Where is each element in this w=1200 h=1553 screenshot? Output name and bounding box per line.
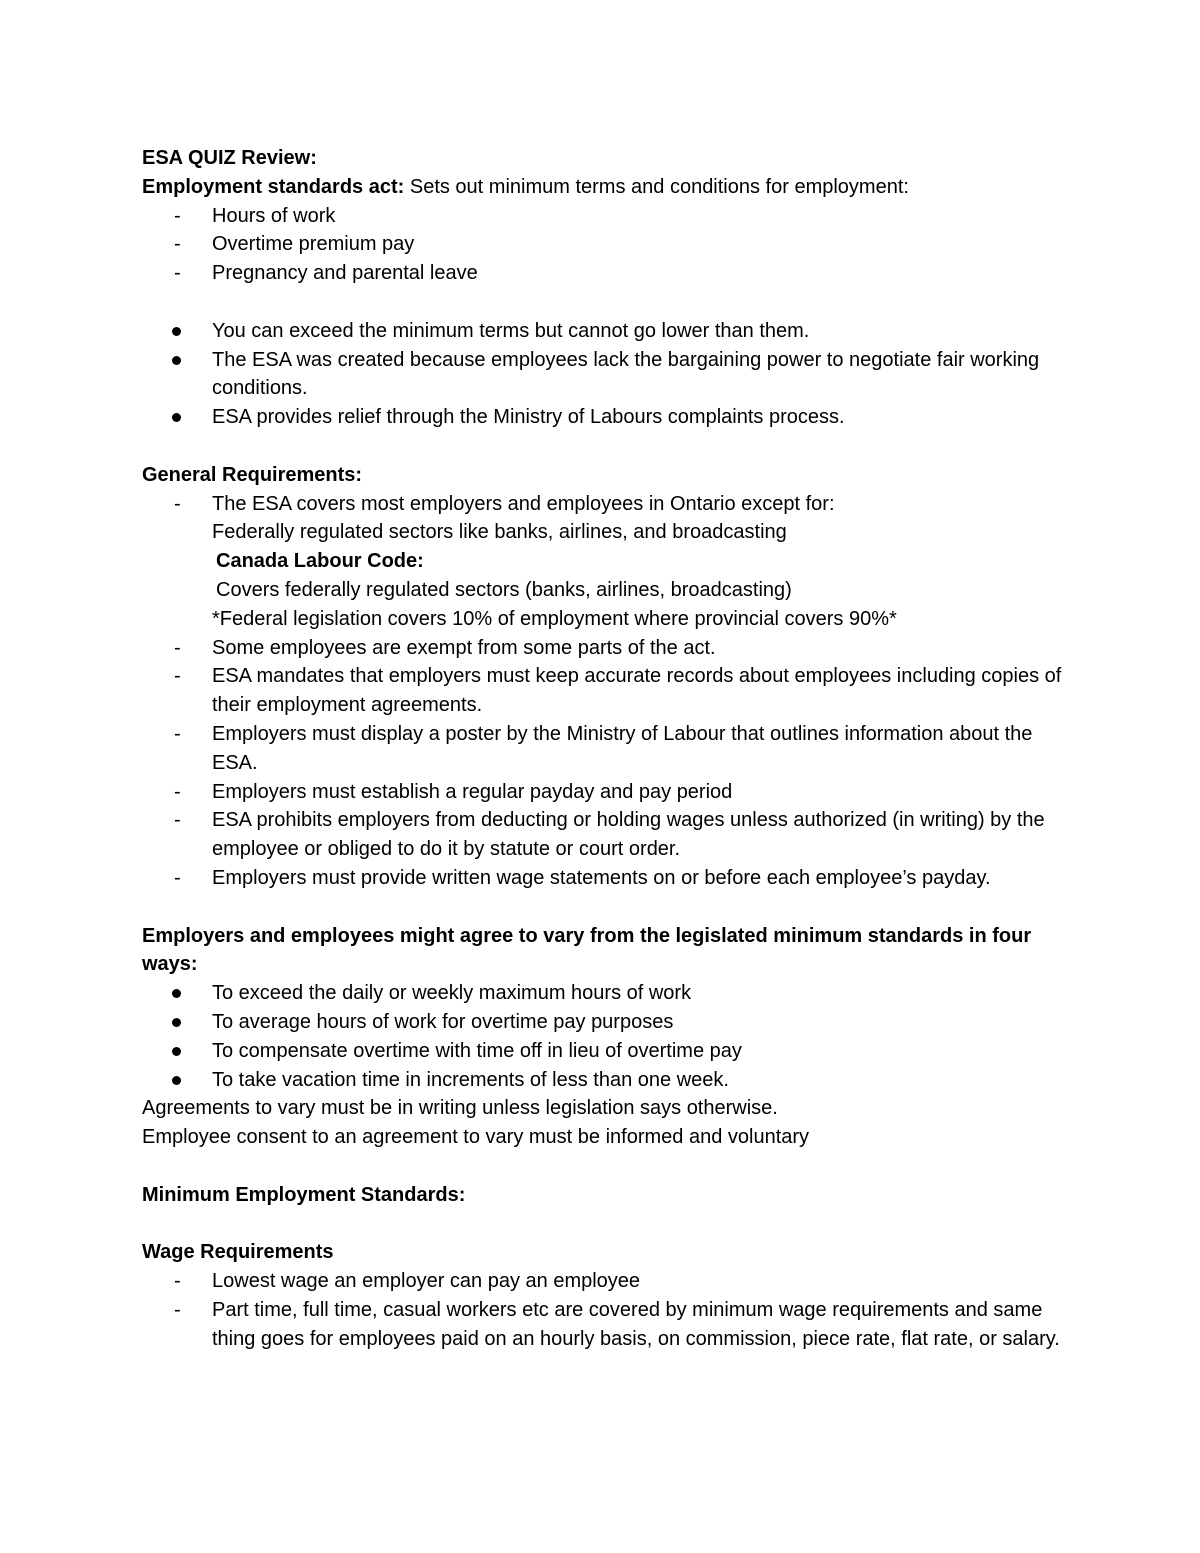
intro-text: Sets out minimum terms and conditions for employment: [404, 175, 909, 198]
list-item [142, 403, 1062, 432]
employee-consent-note: Employee consent to an agreement to vary must be informed and voluntary [142, 1126, 810, 1149]
list-item-text: Some employees are exempt from some parts of the act. [212, 636, 716, 659]
dash-marker: - [174, 492, 181, 515]
agreements-writing-note: Agreements to vary must be in writing unless legislation says otherwise. [142, 1097, 778, 1120]
general-requirements-list [142, 490, 1062, 519]
list-item-text: The ESA was created because employees lack the bargaining power to negotiate fair working conditions. [212, 348, 1040, 400]
dash-marker: - [174, 1298, 181, 1321]
list-item [142, 346, 1062, 404]
list-item-text: Pregnancy and parental leave [212, 262, 478, 285]
list-item-text: To take vacation time in increments of less than one week. [212, 1068, 729, 1091]
list-item-text: ESA prohibits employers from deducting or holding wages unless authorized (in writing) by the employee or obliged to do it by statute or court order. [212, 809, 1045, 861]
dash-marker: - [174, 262, 181, 285]
blank-line [142, 1209, 1062, 1238]
list-item [142, 1008, 1062, 1037]
list-item [142, 662, 1062, 720]
bullet-marker [172, 413, 181, 422]
list-item [142, 778, 1062, 807]
list-item [142, 634, 1062, 663]
document-body [142, 144, 1062, 1353]
dash-marker: - [174, 780, 181, 803]
intro-dash-list [142, 202, 1062, 288]
blank-line [142, 1152, 1062, 1181]
wage-requirements-list [142, 1267, 1062, 1353]
list-item-text: You can exceed the minimum terms but cannot go lower than them. [212, 319, 810, 342]
minimum-standards-heading: Minimum Employment Standards: [142, 1183, 466, 1206]
list-item [142, 979, 1062, 1008]
bullet-marker [172, 356, 181, 365]
dash-marker: - [174, 636, 181, 659]
federal-legislation-note: *Federal legislation covers 10% of employment where provincial covers 90%* [212, 607, 897, 630]
list-item [142, 490, 1062, 519]
bullet-marker [172, 327, 181, 336]
list-item-text: Employers must establish a regular payday and pay period [212, 780, 733, 803]
list-item [142, 1267, 1062, 1296]
list-item-text: Lowest wage an employer can pay an employee [212, 1270, 641, 1293]
dash-marker: - [174, 233, 181, 256]
intro-paragraph [142, 173, 1062, 202]
federal-sectors-line: Federally regulated sectors like banks, airlines, and broadcasting [212, 521, 787, 544]
agreements-to-vary-list [142, 979, 1062, 1094]
blank-line [142, 893, 1062, 922]
canada-labour-code-heading: Canada Labour Code: [216, 550, 424, 573]
bullet-marker [172, 1076, 181, 1085]
bullet-marker [172, 989, 181, 998]
list-item [142, 230, 1062, 259]
intro-bullet-list [142, 317, 1062, 432]
blank-line [142, 432, 1062, 461]
list-item [142, 1066, 1062, 1095]
list-item [142, 806, 1062, 864]
dash-marker: - [174, 1270, 181, 1293]
general-requirements-heading: General Requirements: [142, 463, 363, 486]
document-title: ESA QUIZ Review: [142, 147, 317, 169]
bullet-marker [172, 1047, 181, 1056]
list-item [142, 202, 1062, 231]
dash-marker: - [174, 722, 181, 745]
list-item [142, 1037, 1062, 1066]
dash-marker: - [174, 809, 181, 832]
dash-marker: - [174, 204, 181, 227]
list-item-text: Hours of work [212, 204, 336, 227]
list-item-text: Overtime premium pay [212, 233, 415, 256]
list-item-text: Employers must provide written wage statements on or before each employee’s payday. [212, 866, 991, 889]
dash-marker: - [174, 665, 181, 688]
list-item [142, 259, 1062, 288]
list-item-text: To exceed the daily or weekly maximum hours of work [212, 982, 692, 1005]
general-requirements-list-continued [142, 634, 1062, 893]
list-item-text: To compensate overtime with time off in lieu of overtime pay [212, 1039, 742, 1062]
wage-requirements-heading: Wage Requirements [142, 1241, 334, 1264]
intro-label: Employment standards act: [142, 175, 405, 198]
blank-line [142, 288, 1062, 317]
dash-marker: - [174, 866, 181, 889]
list-item-text: ESA provides relief through the Ministry of Labours complaints process. [212, 406, 845, 429]
bullet-marker [172, 1018, 181, 1027]
canada-labour-code-text: Covers federally regulated sectors (banks, airlines, broadcasting) [216, 578, 792, 601]
agreements-to-vary-heading: Employers and employees might agree to vary from the legislated minimum standards in four ways: [142, 924, 1032, 976]
list-item-text: ESA mandates that employers must keep accurate records about employees including copies of their employment agreements. [212, 665, 1062, 717]
list-item-text: Employers must display a poster by the Ministry of Labour that outlines information about the ESA. [212, 722, 1033, 774]
list-item-text: Part time, full time, casual workers etc are covered by minimum wage requirements and same thing goes for employees paid on an hourly basis, on commission, piece rate, flat rate, or salary. [212, 1298, 1060, 1350]
list-item [142, 864, 1062, 893]
list-item [142, 720, 1062, 778]
list-item-text: The ESA covers most employers and employees in Ontario except for: [212, 492, 835, 515]
list-item [142, 1296, 1062, 1354]
list-item [142, 317, 1062, 346]
list-item-text: To average hours of work for overtime pay purposes [212, 1010, 674, 1033]
